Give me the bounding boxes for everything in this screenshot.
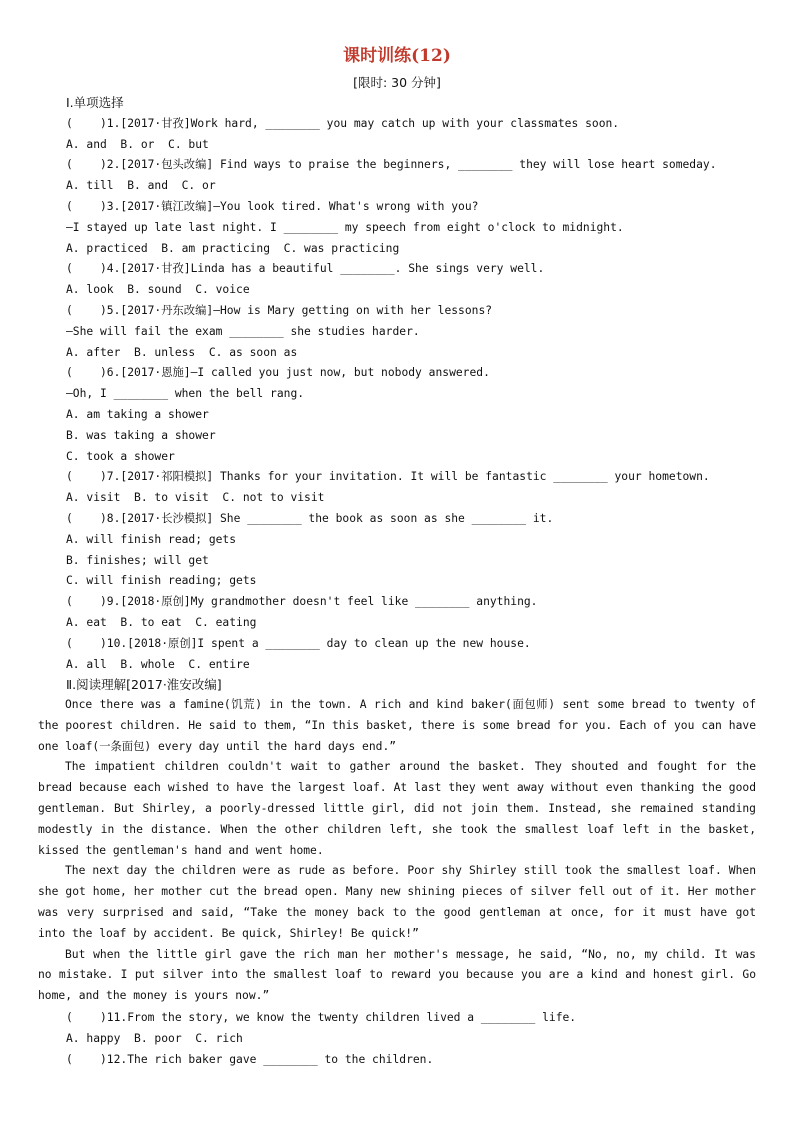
question-stem: ( )3.[2017·镇江改编]—You look tired. What's wrong with you? xyxy=(66,199,479,213)
question-stem: ( )10.[2018·原创]I spent a ________ day to clean up the new house. xyxy=(66,636,531,650)
question-dialogue: —She will fail the exam ________ she studies harder. xyxy=(66,324,420,338)
question-stem: ( )7.[2017·祁阳模拟] Thanks for your invitation. It will be fantastic ________ your hometown. xyxy=(66,470,710,484)
question-option: A. will finish read; gets xyxy=(66,532,237,546)
question-stem: ( )9.[2018·原创]My grandmother doesn't feel like ________ anything. xyxy=(66,595,538,609)
question-options: A. practiced B. am practicing C. was practicing xyxy=(66,241,400,255)
question-stem: ( )12.The rich baker gave ________ to the children. xyxy=(66,1052,434,1066)
reading-questions xyxy=(66,1008,762,1070)
time-limit: [限时: 30 分钟] xyxy=(353,75,441,90)
question-stem: ( )1.[2017·甘孜]Work hard, ________ you may catch up with your classmates soon. xyxy=(66,116,620,130)
passage-paragraph: The impatient children couldn't wait to gather around the basket. They shouted and fought for the bread because each wished to have the largest loaf. At last they went away without even thanking the good gentleman. But Shirley, a poorly-dressed little girl, did not join them. Instead, she remained standing modestly in the distance. When the other children left, she took the smallest loaf left in the basket, kissed the gentleman's hand and went home. xyxy=(38,760,756,857)
passage-paragraph: But when the little girl gave the rich man her mother's message, he said, “No, no, my child. It was no mistake. I put silver into the smallest loaf to reward you because you are a kind and honest girl. Go home, and the money is yours now.” xyxy=(38,947,756,1003)
page-title: 课时训练(12) xyxy=(343,46,451,66)
question-dialogue: —Oh, I ________ when the bell rang. xyxy=(66,387,305,401)
question-dialogue: —I stayed up late last night. I ________ my speech from eight o'clock to midnight. xyxy=(66,220,624,234)
section-heading: Ⅰ.单项选择 xyxy=(66,95,124,110)
question-options: A. visit B. to visit C. not to visit xyxy=(66,491,325,505)
question-stem: ( )4.[2017·甘孜]Linda has a beautiful ________. She sings very well. xyxy=(66,262,545,276)
question-stem: ( )8.[2017·长沙模拟] She ________ the book as soon as she ________ it. xyxy=(66,511,554,525)
question-stem: ( )5.[2017·丹东改编]—How is Mary getting on with her lessons? xyxy=(66,303,493,317)
section-single-choice xyxy=(66,93,762,696)
question-option: C. took a shower xyxy=(66,449,175,463)
section-heading: Ⅱ.阅读理解[2017·淮安改编] xyxy=(66,677,222,693)
question-stem: ( )2.[2017·包头改编] Find ways to praise the beginners, ________ they will lose heart someday. xyxy=(66,158,717,172)
question-option: C. will finish reading; gets xyxy=(66,574,257,588)
question-options: A. till B. and C. or xyxy=(66,179,216,193)
question-option: A. am taking a shower xyxy=(66,407,209,421)
question-stem: ( )6.[2017·恩施]—I called you just now, but nobody answered. xyxy=(66,366,490,380)
question-options: A. eat B. to eat C. eating xyxy=(66,615,257,629)
question-option: B. finishes; will get xyxy=(66,553,209,567)
question-stem: ( )11.From the story, we know the twenty children lived a ________ life. xyxy=(66,1011,577,1024)
question-option: B. was taking a shower xyxy=(66,428,216,442)
passage-paragraph: Once there was a famine(饥荒) in the town. A rich and kind baker(面包师) sent some bread to twenty of the poorest children. He said to them, “In this basket, there is some bread for you. Each of you can have one loaf(一条面包) every day until the hard days end.” xyxy=(38,698,756,753)
question-options: A. and B. or C. but xyxy=(66,137,209,151)
question-options: A. after B. unless C. as soon as xyxy=(66,345,298,359)
question-options: A. look B. sound C. voice xyxy=(66,283,250,297)
question-options: A. happy B. poor C. rich xyxy=(66,1031,243,1045)
reading-passage xyxy=(38,695,756,1007)
passage-paragraph: The next day the children were as rude as before. Poor shy Shirley still took the smallest loaf. When she got home, her mother cut the bread open. Many new shining pieces of silver fell out of it. Her mother was very surprised and said, “Take the money back to the good gentleman at once, for it must have got into the loaf by accident. Be quick, Shirley! Be quick!” xyxy=(38,864,756,940)
question-options: A. all B. whole C. entire xyxy=(66,657,250,671)
